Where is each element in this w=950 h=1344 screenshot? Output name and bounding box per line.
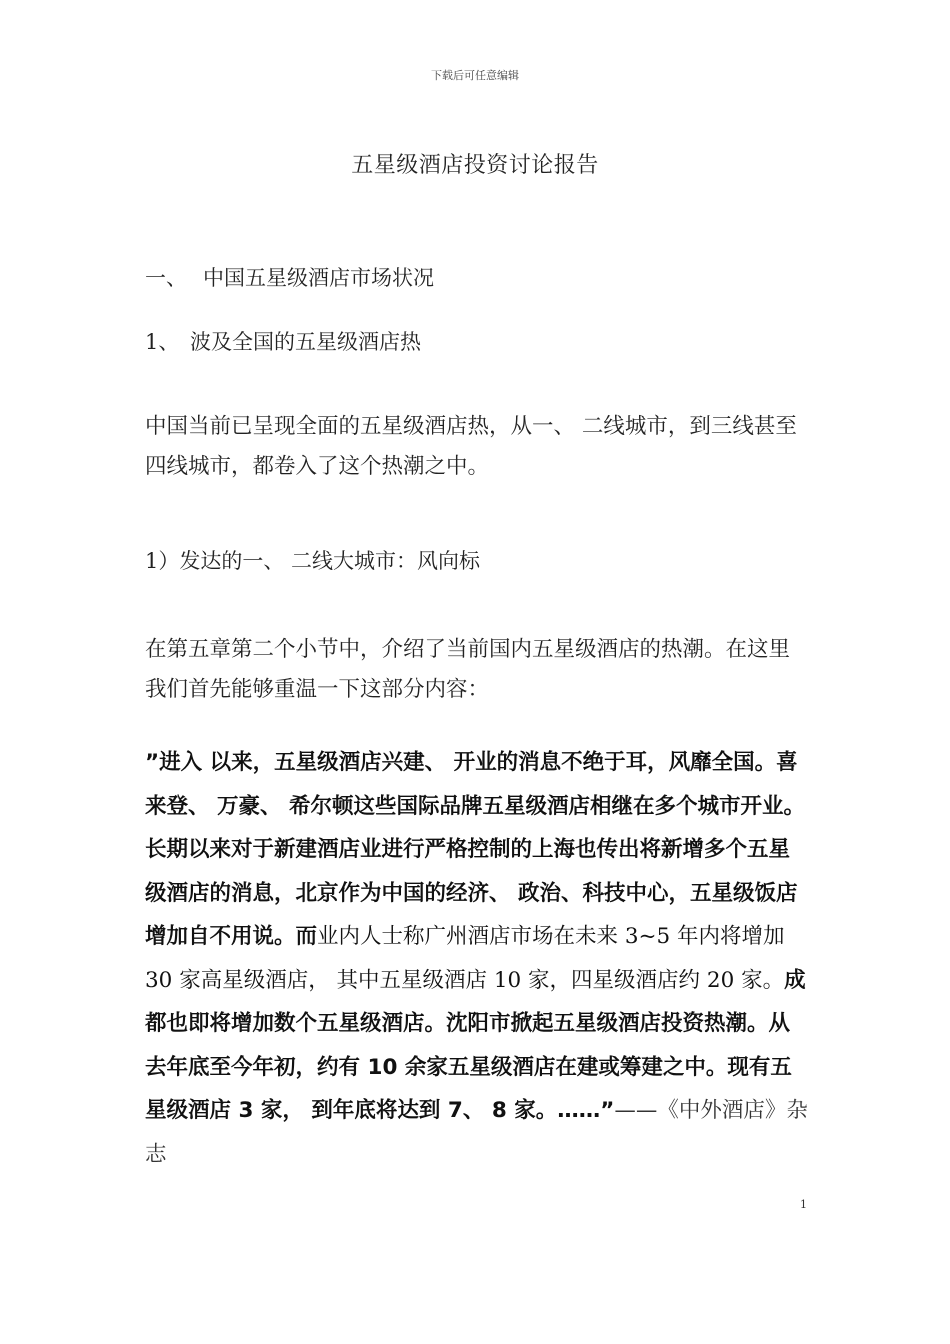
section-heading bbox=[145, 262, 434, 292]
header-note: 下载后可任意编辑 bbox=[431, 69, 519, 82]
subsection-heading-text: 波及全国的五星级酒店热 bbox=[190, 330, 421, 354]
item-heading-text: 发达的一、 二线大城市：风向标 bbox=[179, 549, 481, 573]
paragraph-review: 在第五章第二个小节中，介绍了当前国内五星级酒店的热潮。在这里我们首先能够重温一下这部分内容： bbox=[145, 637, 791, 702]
quote-part-2: 业内人士称广州酒店市场在未来 3~5 年内将增加 30 家高星级酒店， 其中五星级酒店 10 家，四星级酒店约 20 家。 bbox=[145, 924, 785, 993]
quote-part-1: ”进入 以来，五星级酒店兴建、 开业的消息不绝于耳，风靡全国。喜来登、 万豪、 希尔顿这些国际品牌五星级酒店相继在多个城市开业。长期以来对于新建酒店业进行严格控制的上海也传出将新增多个五星级酒店的消息，北京作为中国的经济、 政治、科技中心，五星级饭店增加自不用说。而 bbox=[145, 750, 805, 949]
document-title: 五星级酒店投资讨论报告 bbox=[351, 153, 599, 178]
subsection-heading bbox=[145, 326, 421, 356]
quote-block bbox=[145, 741, 810, 1176]
item-number: 1） bbox=[145, 549, 180, 573]
section-number: 一、 bbox=[145, 266, 187, 290]
item-heading bbox=[145, 545, 480, 575]
quote-source: ——《中外酒店》杂志 bbox=[145, 1098, 808, 1167]
paragraph-intro: 中国当前已呈现全面的五星级酒店热，从一、 二线城市，到三线甚至四线城市，都卷入了这个热潮之中。 bbox=[145, 414, 797, 479]
page-number: 1 bbox=[800, 1198, 807, 1211]
section-heading-text: 中国五星级酒店市场状况 bbox=[203, 266, 434, 290]
quote-part-3: 成都也即将增加数个五星级酒店。沈阳市掀起五星级酒店投资热潮。从去年底至今年初，约有 10 余家五星级酒店在建或筹建之中。现有五星级酒店 3 家， 到年底将达到 7、 8 家。……” bbox=[145, 967, 806, 1123]
subsection-number: 1、 bbox=[145, 330, 180, 354]
